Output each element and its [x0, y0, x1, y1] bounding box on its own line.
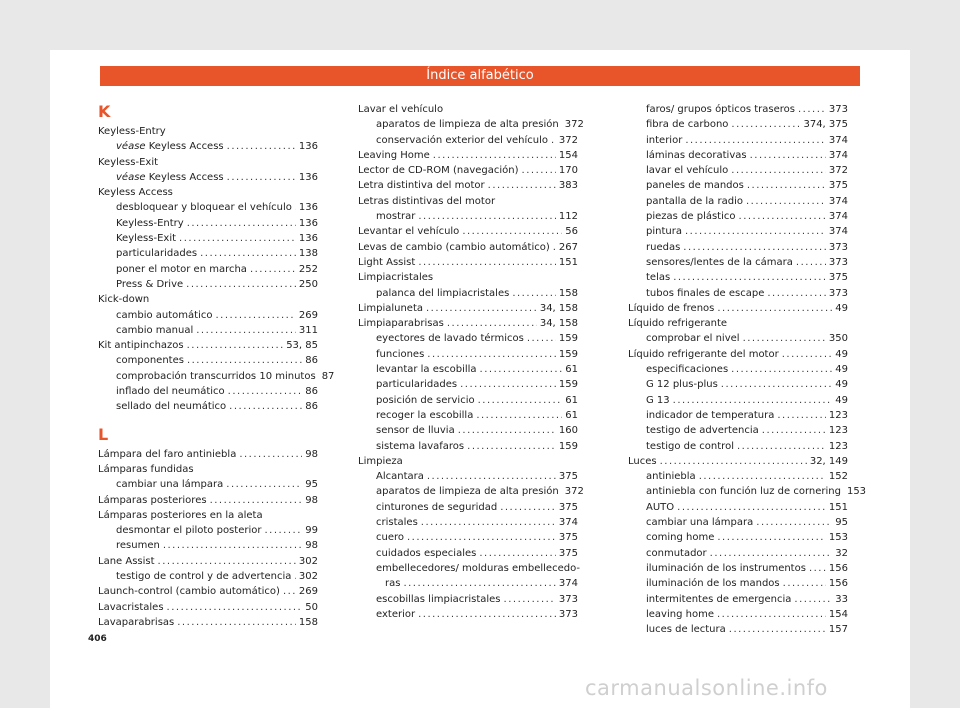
page-ref: 375	[558, 471, 578, 483]
page-ref: 302	[298, 571, 318, 583]
index-entry: piezas de plástico ..... 374	[628, 209, 848, 224]
index-entry: telas ..... 375	[628, 270, 848, 285]
index-entry: Letras distintivas del motor	[358, 195, 496, 207]
index-entry: indicador de temperatura ..... 123	[628, 408, 848, 423]
page-ref: 373	[828, 104, 848, 115]
page-ref: 374	[828, 226, 848, 238]
page-ref: 87	[321, 370, 335, 382]
page-ref: 373	[828, 256, 848, 268]
page-ref: 372	[564, 486, 584, 498]
page-ref: 49	[835, 394, 848, 406]
index-entry: Lavar el vehículo	[358, 104, 444, 115]
page-ref: 302	[298, 555, 318, 567]
page-ref: 154	[558, 149, 578, 161]
page-ref: 136	[298, 233, 318, 245]
index-entry: comprobación transcurridos 10 minutos 87	[98, 369, 318, 384]
index-entry: Launch-control (cambio automático) ..... 269	[98, 584, 318, 599]
index-entry: sistema lavafaros ..... 159	[358, 439, 578, 454]
index-entry: inflado del neumático ..... 86	[98, 384, 318, 399]
index-entry: especificaciones ..... 49	[628, 362, 848, 377]
page-ref: 153	[846, 486, 867, 498]
page-ref: 159	[558, 348, 578, 360]
index-entry: cambiar una lámpara ..... 95	[628, 515, 848, 530]
page-ref: 33	[835, 593, 848, 605]
index-entry: testigo de advertencia ..... 123	[628, 423, 848, 438]
index-entry: Lavacristales ..... 50	[98, 600, 318, 615]
page-ref: 49	[835, 348, 848, 360]
page-ref: 34, 158	[539, 318, 578, 330]
index-entry: recoger la escobilla ..... 61	[358, 408, 578, 423]
page-ref: 375	[558, 501, 578, 513]
index-entry: Press & Drive ..... 250	[98, 277, 318, 292]
page-ref: 98	[305, 494, 318, 506]
index-entry: testigo de control y de advertencia ..... 302	[98, 569, 318, 584]
page-ref: 250	[298, 278, 318, 290]
index-entry: testigo de control ..... 123	[628, 439, 848, 454]
page-ref: 56	[565, 226, 578, 238]
page-ref: 123	[828, 409, 848, 421]
index-entry: Limpialuneta ..... 34, 158	[358, 301, 578, 316]
page-ref: 158	[298, 616, 318, 628]
index-entry: desmontar el piloto posterior ..... 99	[98, 523, 318, 538]
index-entry: Keyless-Entry	[98, 126, 166, 137]
index-entry: luces de lectura ..... 157	[628, 622, 848, 637]
index-entry: leaving home ..... 154	[628, 607, 848, 622]
index-entry: funciones ..... 159	[358, 347, 578, 362]
page-ref: 32	[835, 547, 848, 559]
page-ref: 95	[835, 517, 848, 529]
index-entry: coming home ..... 153	[628, 530, 848, 545]
index-entry: particularidades ..... 138	[98, 246, 318, 261]
index-entry: Líquido refrigerante del motor ..... 49	[628, 347, 848, 362]
page-ref: 156	[828, 578, 848, 590]
page-ref: 374	[558, 517, 578, 529]
page-ref: 159	[558, 333, 578, 345]
page-ref: 151	[558, 256, 578, 268]
index-entry: pintura ..... 374	[628, 224, 848, 239]
page-ref: 123	[828, 440, 848, 452]
index-column-3	[628, 102, 867, 637]
index-entry: aparatos de limpieza de alta presión 372	[358, 484, 578, 499]
page-ref: 86	[305, 386, 318, 398]
index-entry: antiniebla ..... 152	[628, 469, 848, 484]
page-ref: 49	[835, 379, 848, 391]
index-entry: aparatos de limpieza de alta presión 372	[358, 117, 578, 132]
see-reference: véase	[116, 171, 146, 183]
page-ref: 61	[565, 409, 578, 421]
index-entry: sellado del neumático ..... 86	[98, 399, 318, 414]
page-ref: 350	[828, 333, 848, 345]
page-ref: 374	[828, 211, 848, 223]
page-ref: 154	[828, 608, 848, 620]
page-ref: 158	[558, 287, 578, 299]
page-ref: 372	[828, 165, 848, 177]
index-entry: G 12 plus-plus ..... 49	[628, 377, 848, 392]
page-ref: 156	[828, 562, 848, 574]
index-entry: Keyless-Exit ..... 136	[98, 231, 318, 246]
index-entry: poner el motor en marcha ..... 252	[98, 262, 318, 277]
page-ref: 159	[558, 440, 578, 452]
index-entry: Keyless Access	[98, 187, 173, 199]
index-entry: conmutador ..... 32	[628, 546, 848, 561]
page-ref: 269	[298, 586, 318, 598]
page-ref: 138	[298, 248, 318, 260]
page-ref: 373	[558, 608, 578, 620]
page-ref: 267	[558, 241, 578, 253]
index-entry: Lavaparabrisas ..... 158	[98, 615, 318, 630]
index-entry: láminas decorativas ..... 374	[628, 148, 848, 163]
page-ref: 61	[565, 364, 578, 376]
page-ref: 373	[828, 287, 848, 299]
page-ref: 136	[298, 141, 318, 153]
index-entry: Keyless-Exit	[98, 156, 159, 168]
index-entry: AUTO ..... 151	[628, 500, 848, 515]
page-ref: 372	[558, 134, 578, 146]
index-entry: cambio automático ..... 269	[98, 308, 318, 323]
section-letter-k: K	[98, 102, 111, 121]
page-ref: 152	[828, 471, 848, 483]
index-entry: cristales ..... 374	[358, 515, 578, 530]
index-entry: Lámpara del faro antiniebla ..... 98	[98, 447, 318, 462]
index-entry: cambiar una lámpara ..... 95	[98, 477, 318, 492]
page-ref: 375	[828, 272, 848, 284]
page-ref: 311	[298, 324, 318, 336]
index-entry: iluminación de los instrumentos ..... 156	[628, 561, 848, 576]
page-ref: 98	[305, 448, 318, 460]
index-entry: Limpieza	[358, 455, 403, 467]
index-entry: cuidados especiales ..... 375	[358, 546, 578, 561]
page-ref: 95	[305, 479, 318, 491]
index-entry: Lector de CD-ROM (navegación) ..... 170	[358, 163, 578, 178]
page-ref: 34, 158	[539, 302, 578, 314]
page-ref: 50	[305, 601, 318, 613]
index-entry: véase Keyless Access ..... 136	[98, 170, 318, 185]
page-ref: 374	[828, 149, 848, 161]
index-entry: Levantar el vehículo ..... 56	[358, 224, 578, 239]
page-ref: 112	[558, 211, 578, 223]
page-ref: 151	[828, 501, 848, 513]
index-entry: resumen ..... 98	[98, 538, 318, 553]
page-ref: 86	[305, 401, 318, 413]
index-page	[50, 50, 910, 708]
index-entry: escobillas limpiacristales ..... 373	[358, 592, 578, 607]
index-entry: comprobar el nivel ..... 350	[628, 331, 848, 346]
index-entry: iluminación de los mandos ..... 156	[628, 576, 848, 591]
index-entry: Keyless-Entry ..... 136	[98, 216, 318, 231]
index-entry: intermitentes de emergencia ..... 33	[628, 592, 848, 607]
index-entry: antiniebla con función luz de cornering 153	[628, 484, 848, 499]
index-entry: particularidades ..... 159	[358, 377, 578, 392]
page-ref: 153	[828, 532, 848, 544]
index-column-1	[98, 102, 335, 630]
see-reference: véase	[116, 141, 146, 153]
index-entry: cinturones de seguridad ..... 375	[358, 500, 578, 515]
page-ref: 375	[558, 547, 578, 559]
index-entry: véase Keyless Access ..... 136	[98, 139, 318, 154]
page-ref: 61	[565, 394, 578, 406]
index-entry: Limpiacristales	[358, 272, 434, 284]
index-entry: Light Assist ..... 151	[358, 255, 578, 270]
page-ref: 374	[828, 195, 848, 207]
index-entry: sensor de lluvia ..... 160	[358, 423, 578, 438]
index-entry: exterior ..... 373	[358, 607, 578, 622]
page-ref: 374	[558, 578, 578, 590]
index-entry: componentes ..... 86	[98, 353, 318, 368]
index-entry: Letra distintiva del motor ..... 383	[358, 178, 578, 193]
index-entry: Alcantara ..... 375	[358, 469, 578, 484]
index-entry: ras ..... 374	[358, 576, 578, 591]
index-entry: ruedas ..... 373	[628, 240, 848, 255]
page-number: 406	[88, 634, 107, 644]
page-ref: 160	[558, 425, 578, 437]
page-title: Índice alfabético	[100, 66, 860, 86]
index-entry: sensores/lentes de la cámara ..... 373	[628, 255, 848, 270]
page-ref: 123	[828, 425, 848, 437]
index-entry: faros/ grupos ópticos traseros ..... 373	[628, 102, 848, 117]
index-entry: Lámparas fundidas	[98, 463, 194, 475]
section-letter-l: L	[98, 424, 109, 444]
page-ref: 375	[558, 532, 578, 544]
index-entry: G 13 ..... 49	[628, 393, 848, 408]
page-ref: 374, 375	[803, 119, 848, 131]
index-entry: cambio manual ..... 311	[98, 323, 318, 338]
index-entry: paneles de mandos ..... 375	[628, 178, 848, 193]
index-entry: Líquido de frenos ..... 49	[628, 301, 848, 316]
index-entry: desbloquear y bloquear el vehículo ..... 136	[98, 200, 318, 215]
index-entry: Kick-down	[98, 294, 150, 306]
page-ref: 374	[828, 134, 848, 146]
index-entry: interior ..... 374	[628, 133, 848, 148]
page-ref: 136	[298, 202, 318, 214]
page-ref: 53, 85	[286, 340, 318, 352]
index-entry: Levas de cambio (cambio automático) ..... 267	[358, 240, 578, 255]
index-entry: embellecedores/ molduras embellecedo-	[376, 562, 580, 574]
page-ref: 49	[835, 364, 848, 376]
page-ref: 157	[828, 624, 848, 636]
page-ref: 373	[558, 593, 578, 605]
index-entry: cuero ..... 375	[358, 530, 578, 545]
index-entry: tubos finales de escape ..... 373	[628, 286, 848, 301]
page-ref: 136	[298, 171, 318, 183]
page-ref: 372	[564, 119, 584, 131]
page-ref: 99	[305, 525, 318, 537]
index-entry: posición de servicio ..... 61	[358, 393, 578, 408]
page-ref: 32, 149	[809, 455, 848, 467]
index-entry: mostrar ..... 112	[358, 209, 578, 224]
index-entry: Lámparas posteriores ..... 98	[98, 493, 318, 508]
page-ref: 252	[298, 263, 318, 275]
index-column-2	[358, 102, 584, 622]
page-ref: 86	[305, 355, 318, 367]
index-entry: Lane Assist ..... 302	[98, 554, 318, 569]
page-ref: 49	[835, 302, 848, 314]
index-entry: eyectores de lavado térmicos ..... 159	[358, 331, 578, 346]
page-ref: 170	[558, 165, 578, 177]
index-entry: lavar el vehículo ..... 372	[628, 163, 848, 178]
page-ref: 136	[298, 217, 318, 229]
index-entry: levantar la escobilla ..... 61	[358, 362, 578, 377]
index-entry: Leaving Home ..... 154	[358, 148, 578, 163]
index-entry: conservación exterior del vehículo ..... 372	[358, 133, 578, 148]
watermark: carmanualsonline.info	[585, 676, 828, 700]
page-ref: 269	[298, 309, 318, 321]
index-entry: Limpiaparabrisas ..... 34, 158	[358, 316, 578, 331]
index-entry: palanca del limpiacristales ..... 158	[358, 286, 578, 301]
page-ref: 159	[558, 379, 578, 391]
index-entry: Lámparas posteriores en la aleta	[98, 509, 263, 521]
index-entry: pantalla de la radio ..... 374	[628, 194, 848, 209]
index-entry: fibra de carbono ..... 374, 375	[628, 117, 848, 132]
index-entry: Luces ..... 32, 149	[628, 454, 848, 469]
page-ref: 98	[305, 540, 318, 552]
page-ref: 373	[828, 241, 848, 253]
page-ref: 375	[828, 180, 848, 192]
page-ref: 383	[558, 180, 578, 192]
index-entry: Líquido refrigerante	[628, 318, 728, 330]
index-entry: Kit antipinchazos ..... 53, 85	[98, 338, 318, 353]
